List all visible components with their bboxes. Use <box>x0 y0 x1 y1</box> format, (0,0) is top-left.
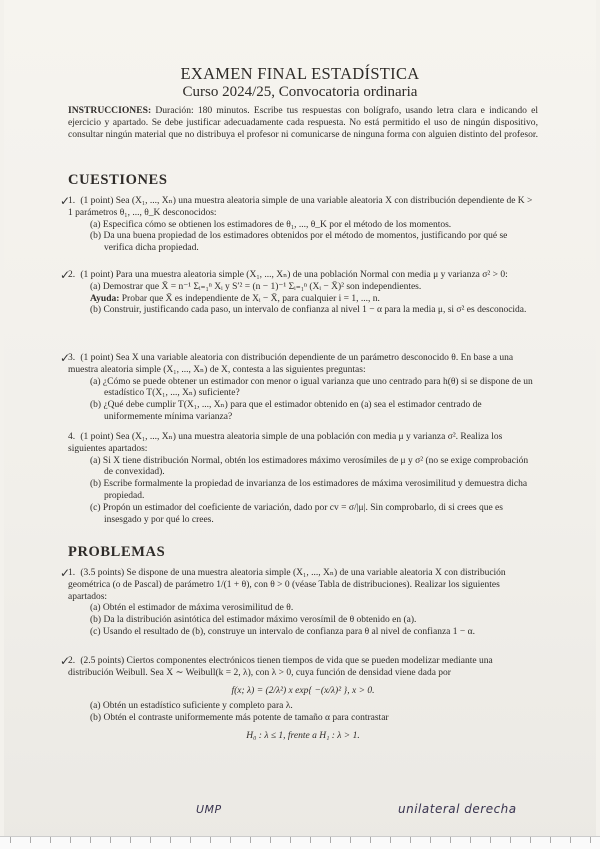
question-text: (1 point) Para una muestra aleatoria simple (X₁, ..., Xₙ) de una población Normal con media μ y varianza σ² > 0: <box>80 270 508 280</box>
scan-ruler <box>0 836 600 849</box>
ruler-tick <box>50 837 51 843</box>
problem-2 <box>68 656 538 747</box>
question-text: (1 point) Sea (X₁, ..., Xₙ) una muestra aleatoria simple de una variable aleatoria X con distribución dependiente de K > 1 parámetros θ₁, ..., θ_K desconocidos: <box>68 196 533 218</box>
problem-text: (2.5 points) Ciertos componentes electrónicos tienen tiempos de vida que se pueden modelizar mediante una distribución Weibull. Sea X ∼ Weibull(k = 2, λ), con λ > 0, cuya función de densidad viene dada por <box>68 656 493 678</box>
ruler-tick <box>170 837 171 843</box>
ruler-tick <box>130 837 131 843</box>
problem-1 <box>68 568 538 639</box>
ruler-tick <box>230 837 231 843</box>
hint-label: Ayuda: <box>90 293 120 304</box>
handwritten-ump: UMP <box>196 803 222 816</box>
ruler-tick <box>110 837 111 843</box>
checkmark-icon: ✓ <box>60 268 71 282</box>
ruler-tick <box>530 837 531 843</box>
problem-number: 2. <box>68 656 76 666</box>
question-part: (b) Da una buena propiedad de los estimadores obtenidos por el método de momentos, justificando por qué se verifica dicha propiedad. <box>90 231 508 254</box>
problem-number: 1. <box>68 568 76 578</box>
handwritten-note: unilateral derecha <box>398 802 517 816</box>
ruler-tick <box>90 837 91 843</box>
problem-part: (b) Obtén el contraste uniformemente más potente de tamaño α para contrastar <box>90 713 389 724</box>
instructions-label: INSTRUCCIONES: <box>68 105 152 116</box>
ruler-tick <box>370 837 371 843</box>
question-number: 2. <box>68 270 76 280</box>
question-2 <box>68 270 538 317</box>
problem-part: (b) Da la distribución asintótica del estimador máximo verosímil de θ obtenido en (a). <box>90 615 417 626</box>
ruler-tick <box>270 837 271 843</box>
instructions <box>68 105 538 142</box>
question-number: 4. <box>68 432 76 442</box>
ruler-tick <box>470 837 471 843</box>
ruler-tick <box>550 837 551 843</box>
ruler-tick <box>350 837 351 843</box>
ruler-tick <box>70 837 71 843</box>
ruler-tick <box>590 837 591 843</box>
checkmark-icon: ✓ <box>60 351 71 365</box>
ruler-tick <box>490 837 491 843</box>
weibull-density-formula: f(x; λ) = (2/λ²) x exp{ −(x/λ)² }, x > 0. <box>231 685 375 696</box>
problemas-heading: PROBLEMAS <box>68 544 166 560</box>
question-part: (b) Escribe formalmente la propiedad de invarianza de los estimadores de máxima verosimilitud y demuestra dicha propiedad. <box>90 479 528 501</box>
checkmark-icon: ✓ <box>60 566 71 580</box>
question-4 <box>68 432 538 526</box>
exam-title: EXAMEN FINAL ESTADÍSTICA <box>180 64 420 83</box>
problem-part: (a) Obtén un estadístico suficiente y completo para λ. <box>90 701 293 712</box>
ruler-tick <box>10 837 11 843</box>
problem-part: (c) Usando el resultado de (b), construye un intervalo de confianza para θ al nivel de confianza 1 − α. <box>90 626 475 637</box>
question-text: (1 point) Sea (X₁, ..., Xₙ) una muestra aleatoria simple de una población con media μ y varianza σ². Realiza los siguientes apartados: <box>68 432 503 454</box>
ruler-tick <box>290 837 291 843</box>
question-number: 1. <box>68 196 76 206</box>
question-part: (b) Construir, justificando cada paso, un intervalo de confianza al nivel 1 − α para la media μ, si σ² es desconocida. <box>90 305 527 316</box>
exam-subtitle: Curso 2024/25, Convocatoria ordinaria <box>182 84 418 100</box>
checkmark-icon: ✓ <box>60 654 71 668</box>
ruler-tick <box>330 837 331 843</box>
checkmark-icon: ✓ <box>60 194 71 208</box>
instructions-text: Duración: 180 minutos. Escribe tus respuestas con bolígrafo, usando letra clara e indicando el ejercicio y apartado. Se debe justificar adecuadamente cada respuesta. No está permitido el uso de ningún dispositivo, consultar ningún material que no distribuya el profesor ni comunicarse de ninguna forma con alguien distinto del profesor. <box>68 105 538 141</box>
question-part: (a) Si X tiene distribución Normal, obtén los estimadores máximo verosímiles de μ y σ² (no se exige comprobación de convexidad). <box>90 455 529 478</box>
ruler-tick <box>570 837 571 843</box>
ruler-tick <box>510 837 511 843</box>
question-part: (a) Especifica cómo se obtienen los estimadores de θ₁, ..., θ_K por el método de los momentos. <box>90 219 452 230</box>
ruler-tick <box>390 837 391 843</box>
question-number: 3. <box>68 353 76 363</box>
question-part: (a) Demostrar que X̄ = n⁻¹ Σᵢ₌₁ⁿ Xᵢ y S′² = (n − 1)⁻¹ Σᵢ₌₁ⁿ (Xᵢ − X̄)² son independientes. <box>90 281 422 292</box>
cuestiones-heading: CUESTIONES <box>68 172 168 188</box>
question-part: (b) ¿Qué debe cumplir T(X₁, ..., Xₙ) para que el estimador obtenido en (a) sea el estimador centrado de uniformemente mínima varianza? <box>90 400 482 422</box>
ruler-tick <box>450 837 451 843</box>
ruler-tick <box>250 837 251 843</box>
question-3 <box>68 353 538 424</box>
ruler-tick <box>190 837 191 843</box>
ruler-tick <box>430 837 431 843</box>
ruler-tick <box>30 837 31 843</box>
question-part: (a) ¿Cómo se puede obtener un estimador con menor o igual varianza que uno centrado para h(θ) si se dispone de un estadístico T(X₁, ..., Xₙ) suficiente? <box>90 376 533 399</box>
hint-text: Probar que X̄ es independiente de Xᵢ − X̄, para cualquier i = 1, ..., n. <box>121 293 380 304</box>
question-1 <box>68 196 538 255</box>
problem-part: (a) Obtén el estimador de máxima verosimilitud de θ. <box>90 603 294 614</box>
problem-text: (3.5 points) Se dispone de una muestra aleatoria simple (X₁, ..., Xₙ) de una variable aleatoria X con distribución geométrica (o de Pascal) de parámetro 1/(1 + θ), con θ > 0 (véase Tabla de distribuciones). Realizar los siguientes apartados: <box>68 568 506 602</box>
ruler-tick <box>310 837 311 843</box>
hint <box>90 294 538 306</box>
ruler-tick <box>410 837 411 843</box>
ruler-tick <box>150 837 151 843</box>
question-text: (1 point) Sea X una variable aleatoria con distribución dependiente de un parámetro desconocido θ. En base a una muestra aleatoria simple (X₁, ..., Xₙ) de X, contesta a las siguientes preguntas: <box>68 353 514 375</box>
question-part: (c) Propón un estimador del coeficiente de variación, dado por cv = σ/|μ|. Sin comprobarlo, di si crees que es insesgado y por qué lo crees. <box>90 502 503 525</box>
hypothesis-test: H₀ : λ ≤ 1, frente a H₁ : λ > 1. <box>246 730 360 741</box>
ruler-tick <box>210 837 211 843</box>
